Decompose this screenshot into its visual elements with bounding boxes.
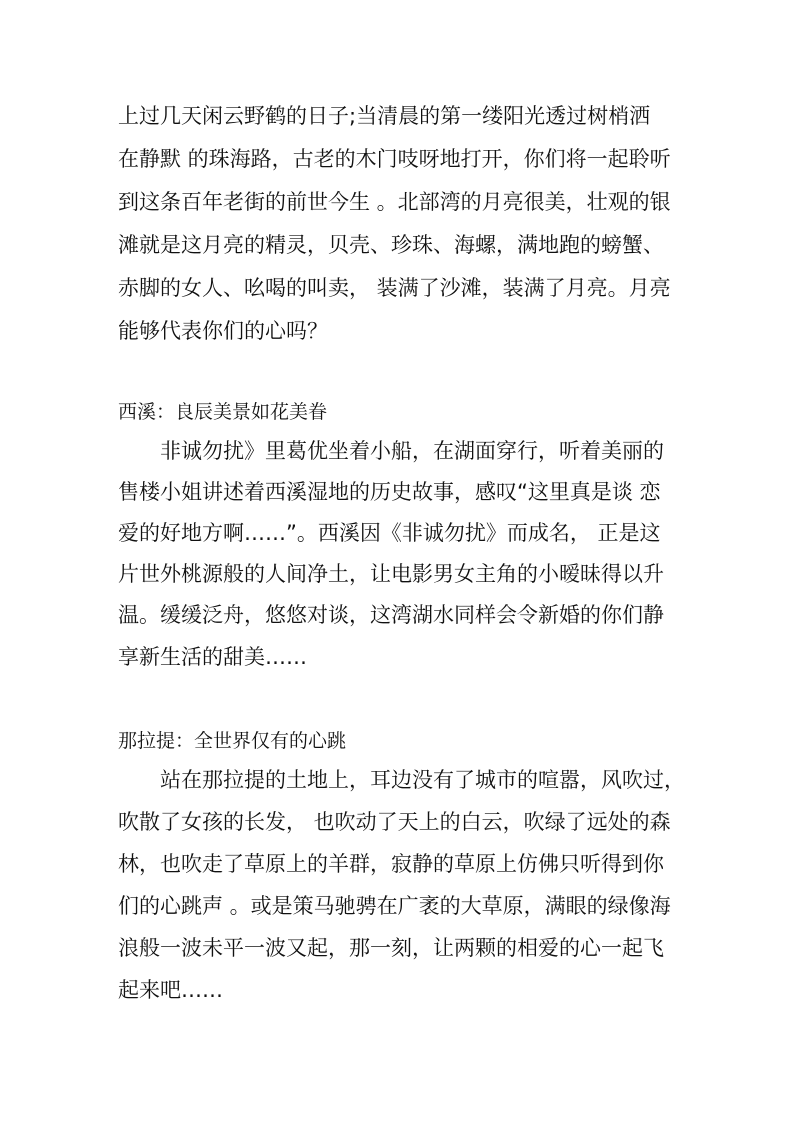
paragraph-line: 吹散了女孩的长发， 也吹动了天上的白云，吹绿了远处的森 xyxy=(118,810,671,834)
paragraph-line: 赤脚的女人、吆喝的叫卖， 装满了沙滩，装满了月亮。月亮 xyxy=(118,276,671,300)
paragraph-line: 享新生活的甜美…… xyxy=(118,645,307,669)
paragraph-line: 到这条百年老街的前世今生 。北部湾的月亮很美，壮观的银 xyxy=(118,190,671,214)
section-heading: 那拉提：全世界仅有的心跳 xyxy=(118,730,347,752)
paragraph-line: 滩就是这月亮的精灵，贝壳、珍珠、海螺，满地跑的螃蟹、 xyxy=(118,233,664,257)
paragraph-line: 片世外桃源般的人间净土，让电影男女主角的小暧昧得以升 xyxy=(118,562,664,586)
paragraph-line: 在静默 的珠海路，古老的木门吱呀地打开，你们将一起聆听 xyxy=(118,147,671,171)
paragraph-line: 能够代表你们的心吗？ xyxy=(118,319,328,343)
paragraph-line: 上过几天闲云野鹤的日子;当清晨的第一缕阳光透过树梢洒 xyxy=(118,104,651,128)
paragraph-line: 们的心跳声 。或是策马驰骋在广袤的大草原，满眼的绿像海 xyxy=(118,894,671,918)
paragraph-line: 温。缓缓泛舟，悠悠对谈，这湾湖水同样会令新婚的你们静 xyxy=(118,603,664,627)
paragraph-line: 起来吧…… xyxy=(118,978,223,1002)
section-heading: 西溪：良辰美景如花美眷 xyxy=(118,401,328,423)
paragraph-line: 站在那拉提的土地上，耳边没有了城市的喧嚣，风吹过， xyxy=(160,768,685,792)
paragraph-line: 浪般一波未平一波又起，那一刻，让两颗的相爱的心一起飞 xyxy=(118,936,664,960)
paragraph-line: 非诚勿扰》里葛优坐着小船，在湖面穿行，听着美丽的 xyxy=(160,439,664,463)
paragraph-line: 林，也吹走了草原上的羊群，寂静的草原上仿佛只听得到你 xyxy=(118,852,664,876)
paragraph-line: 爱的好地方啊……”。西溪因《非诚勿扰》而成名， 正是这 xyxy=(118,521,661,545)
paragraph-line: 售楼小姐讲述着西溪湿地的历史故事，感叹“这里真是谈 恋 xyxy=(118,480,661,504)
